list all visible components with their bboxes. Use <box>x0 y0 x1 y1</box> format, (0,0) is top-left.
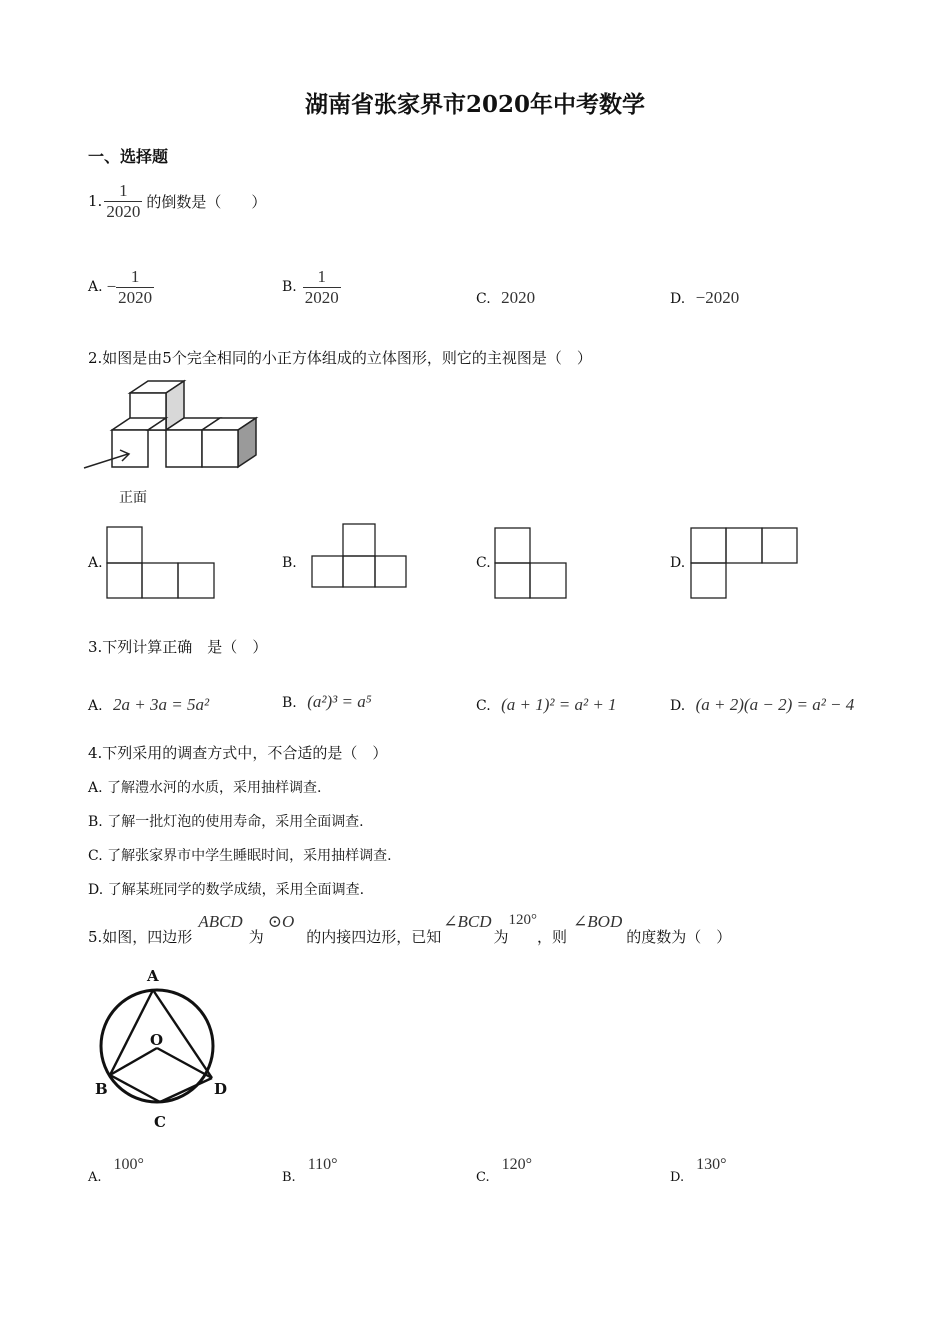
question-text: 为 <box>248 928 264 946</box>
option-label: D. <box>670 291 686 307</box>
question-4: 4.下列采用的调查方式中，不合适的是（ ） <box>88 744 388 762</box>
option-label: C. <box>476 291 491 307</box>
segment-od <box>157 1048 212 1078</box>
q2-option-a-figure[interactable] <box>106 526 216 600</box>
front-label: 正面 <box>119 490 147 506</box>
option-label: C. <box>476 1170 490 1185</box>
q1-option-c[interactable] <box>476 288 535 308</box>
q2-option-b-figure[interactable] <box>311 523 409 589</box>
square <box>691 563 726 598</box>
q2-option-d-label[interactable]: D. <box>670 555 686 571</box>
question-number: 1. <box>88 192 103 210</box>
question-3: 3.下列计算正确 是（ ） <box>88 638 268 656</box>
option-label: B. <box>282 695 297 711</box>
numerator: 1 <box>116 267 154 288</box>
cube-front-face <box>112 430 148 467</box>
square <box>107 563 142 598</box>
circle-figure <box>90 962 240 1137</box>
square <box>762 528 797 563</box>
page-title: 湖南省张家界市2020年中考数学 <box>304 91 645 118</box>
fraction <box>116 267 154 308</box>
q5-option-c[interactable] <box>476 1156 532 1185</box>
point-o-label: O <box>150 1031 164 1049</box>
cube-front-face <box>166 430 202 467</box>
q1-option-b[interactable] <box>282 264 341 310</box>
numerator: 1 <box>104 181 142 202</box>
q4-option-b[interactable]: B. 了解一批灯泡的使用寿命，采用全面调查. <box>88 814 364 830</box>
q1-option-d[interactable] <box>670 288 739 308</box>
math-expression: ∠BOD <box>573 912 623 931</box>
option-label: A. <box>88 279 103 295</box>
point-c-label: C <box>154 1113 166 1131</box>
square <box>312 556 343 587</box>
option-expression: (a + 1)² = a² + 1 <box>501 695 617 714</box>
square <box>343 524 375 556</box>
option-value: 110° <box>307 1156 338 1173</box>
q2-option-b-label[interactable]: B. <box>282 555 297 571</box>
q5-option-b[interactable] <box>282 1156 338 1185</box>
square <box>530 563 566 598</box>
option-expression: 2a + 3a = 5a² <box>113 695 210 714</box>
minus-sign: − <box>106 277 117 296</box>
q4-option-a[interactable]: A. 了解澧水河的水质，采用抽样调查. <box>88 780 322 796</box>
option-expression: (a²)³ = a⁵ <box>307 692 372 711</box>
math-expression: ⊙O <box>267 912 295 931</box>
option-value: 2020 <box>501 288 536 307</box>
math-expression: ABCD <box>198 912 243 931</box>
option-value: 100° <box>113 1156 144 1173</box>
option-label: C. <box>476 698 491 714</box>
q3-option-b[interactable] <box>282 692 372 712</box>
point-b-label: B <box>95 1080 108 1098</box>
q3-option-a[interactable] <box>88 695 209 715</box>
point-d-label: D <box>214 1080 228 1098</box>
question-2: 2.如图是由5个完全相同的小正方体组成的立体图形，则它的主视图是（ ） <box>88 349 592 367</box>
question-text: 的内接四边形，已知 <box>306 928 442 946</box>
q4-option-c[interactable]: C. 了解张家界市中学生睡眠时间，采用抽样调查. <box>88 848 392 864</box>
option-label: B. <box>282 1170 296 1185</box>
q4-option-d[interactable]: D. 了解某班同学的数学成绩，采用全面调查. <box>88 882 365 898</box>
q5-option-d[interactable] <box>670 1156 727 1185</box>
q2-option-c-label[interactable]: C. <box>476 555 491 571</box>
math-expression: 120° <box>508 912 538 928</box>
question-1 <box>88 178 266 224</box>
cube-front-face <box>202 430 238 467</box>
square <box>495 528 530 563</box>
option-value: 130° <box>696 1156 727 1173</box>
square <box>107 527 142 563</box>
question-text: 的度数为（ ） <box>626 928 732 946</box>
option-label: A. <box>88 698 103 714</box>
fraction <box>303 267 341 308</box>
q3-option-c[interactable] <box>476 695 617 715</box>
square <box>726 528 762 563</box>
fraction <box>104 181 142 222</box>
q2-option-c-figure[interactable] <box>494 527 568 600</box>
q2-option-a-label[interactable]: A. <box>88 555 103 571</box>
square <box>375 556 406 587</box>
question-text: 5.如图，四边形 <box>88 928 193 946</box>
option-expression: (a + 2)(a − 2) = a² − 4 <box>695 695 855 714</box>
square <box>142 563 178 598</box>
q2-option-d-figure[interactable] <box>690 527 800 600</box>
question-text: ，则 <box>537 928 568 946</box>
square <box>178 563 214 598</box>
option-value: −2020 <box>695 288 740 307</box>
segment-cd <box>160 1078 212 1102</box>
square <box>343 556 375 587</box>
square <box>691 528 726 563</box>
square <box>495 563 530 598</box>
denominator: 2020 <box>118 287 153 307</box>
question-text: 的倒数是（ ） <box>146 192 267 211</box>
cube-solid-figure <box>82 378 262 508</box>
question-text: 为 <box>493 928 509 946</box>
option-value: 120° <box>501 1156 533 1173</box>
denominator: 2020 <box>304 287 339 307</box>
q3-option-d[interactable] <box>670 695 854 715</box>
question-5 <box>88 912 731 947</box>
option-label: B. <box>282 279 297 295</box>
denominator: 2020 <box>106 201 141 221</box>
option-label: D. <box>670 698 686 714</box>
math-expression: ∠BCD <box>443 912 492 931</box>
numerator: 1 <box>303 267 341 288</box>
point-a-label: A <box>147 967 159 985</box>
q1-option-a[interactable] <box>88 264 154 310</box>
option-label: A. <box>88 1170 102 1185</box>
section-heading: 一、选择题 <box>88 147 169 166</box>
q5-option-a[interactable] <box>88 1156 144 1185</box>
option-label: D. <box>670 1170 685 1185</box>
